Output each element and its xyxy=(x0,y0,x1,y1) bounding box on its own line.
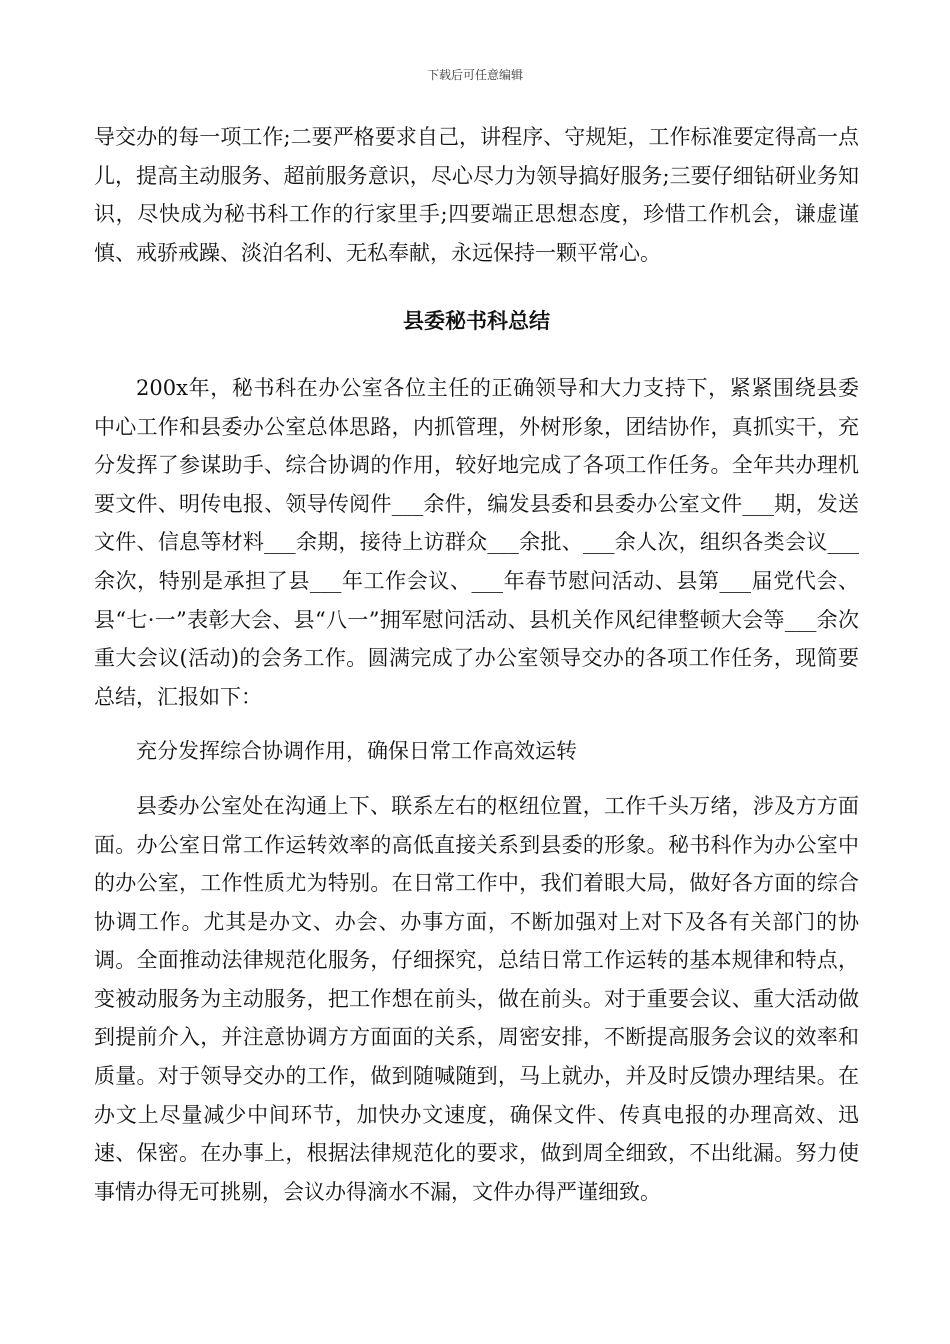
page-header-note: 下载后可任意编辑 xyxy=(426,68,523,82)
summary-paragraph-1: 200x年，秘书科在办公室各位主任的正确领导和大力支持下，紧紧围绕县委中心工作和县委办公室总体思路，内抓管理，外树形象，团结协作，真抓实干，充分发挥了参谋助手、综合协调的作用，较好地完成了各项工作任务。全年共办理机要文件、明传电报、领导传阅件___余件，编发县委和县委办公室文件___期，发送文件、信息等材料___余期，接待上访群众___余批、___余人次，组织各类会议___余次，特别是承担了县___年工作会议、___年春节慰问活动、县第___届党代会、县“七·一”表彰大会、县“八一”拥军慰问活动、县机关作风纪律整顿大会等___余次重大会议(活动)的会务工作。圆满完成了办公室领导交办的各项工作任务，现简要总结，汇报如下： xyxy=(94,375,859,709)
intro-continuation-paragraph: 导交办的每一项工作;二要严格要求自己，讲程序、守规矩，工作标准要定得高一点儿，提高主动服务、超前服务意识，尽心尽力为领导搞好服务;三要仔细钻研业务知识，尽快成为秘书科工作的行家里手;四要端正思想态度，珍惜工作机会，谦虚谨慎、戒骄戒躁、淡泊名利、无私奉献，永远保持一颗平常心。 xyxy=(94,125,859,265)
document-body xyxy=(94,118,859,1211)
subheading-1: 充分发挥综合协调作用，确保日常工作高效运转 xyxy=(136,739,577,764)
section-title: 县委秘书科总结 xyxy=(403,309,550,334)
summary-paragraph-2: 县委办公室处在沟通上下、联系左右的枢纽位置，工作千头万绪，涉及方方面面。办公室日常工作运转效率的高低直接关系到县委的形象。秘书科作为办公室中的办公室，工作性质尤为特别。在日常工作中，我们着眼大局，做好各方面的综合协调工作。尤其是办文、办会、办事方面，不断加强对上对下及各有关部门的协调。全面推动法律规范化服务，仔细探究，总结日常工作运转的基本规律和特点，变被动服务为主动服务，把工作想在前头，做在前头。对于重要会议、重大活动做到提前介入，并注意协调方方面面的关系，周密安排，不断提高服务会议的效率和质量。对于领导交办的工作，做到随喊随到，马上就办，并及时反馈办理结果。在办文上尽量减少中间环节，加快办文速度，确保文件、传真电报的办理高效、迅速、保密。在办事上，根据法律规范化的要求，做到周全细致，不出纰漏。努力使事情办得无可挑剔，会议办得滴水不漏，文件办得严谨细致。 xyxy=(94,793,859,1204)
